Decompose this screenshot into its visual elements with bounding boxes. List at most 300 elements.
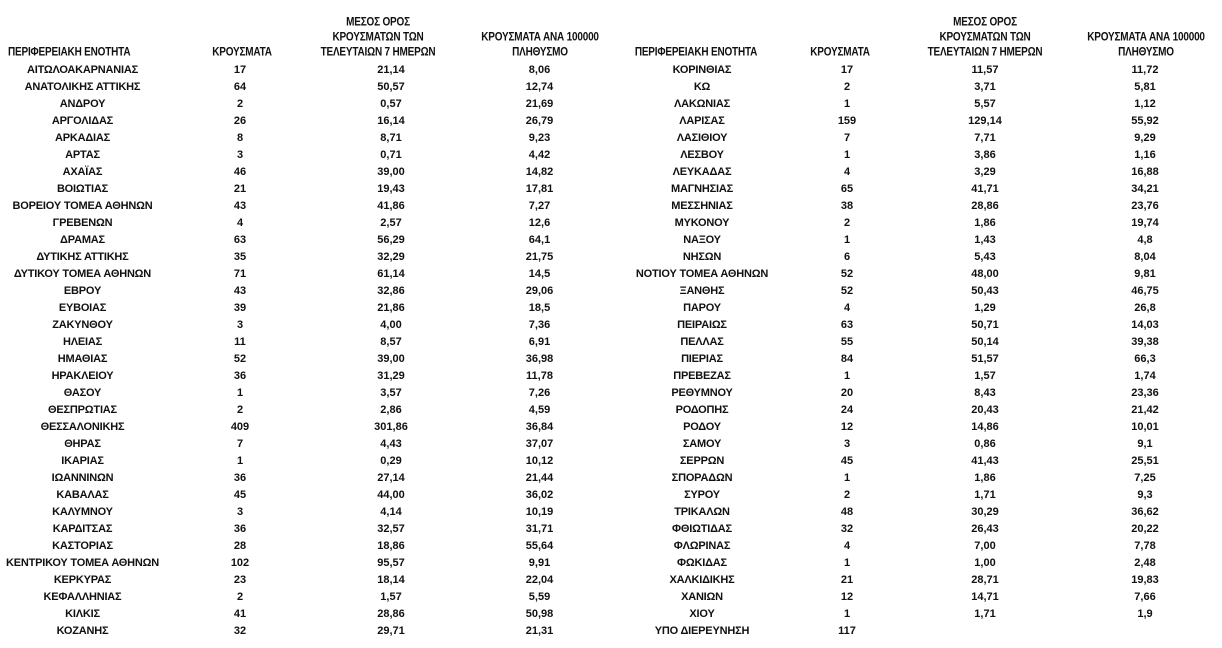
per100k-cell: 7,25 — [1134, 472, 1156, 484]
table-row — [0, 266, 612, 283]
avg7-cell: 28,71 — [971, 574, 999, 586]
avg7-cell: 8,43 — [974, 387, 996, 399]
cases-cell: 117 — [838, 625, 856, 637]
header-cases: ΚΡΟΥΣΜΑΤΑ — [212, 46, 272, 59]
cases-cell: 63 — [233, 234, 247, 246]
table-row — [0, 487, 612, 504]
table-row — [612, 266, 1222, 283]
region-cell: ΑΡΓΟΛΙΔΑΣ — [51, 115, 114, 127]
avg7-cell: 21,14 — [377, 64, 405, 76]
per100k-cell: 16,88 — [1131, 166, 1159, 178]
table-row — [612, 419, 1222, 436]
region-cell: ΛΑΚΩΝΙΑΣ — [674, 98, 730, 110]
region-cell: ΒΟΡΕΙΟΥ ΤΟΜΕΑ ΑΘΗΝΩΝ — [12, 200, 153, 212]
avg7-cell: 1,86 — [974, 217, 996, 229]
region-cell: ΖΑΚΥΝΘΟΥ — [52, 319, 113, 331]
cases-cell: 32 — [233, 625, 247, 637]
header-region: ΠΕΡΙΦΕΡΕΙΑΚΗ ΕΝΟΤΗΤΑ — [634, 46, 758, 59]
avg7-cell: 50,57 — [377, 81, 405, 93]
table-row — [0, 368, 612, 385]
region-cell: ΣΕΡΡΩΝ — [679, 455, 725, 467]
region-cell: ΑΝΑΤΟΛΙΚΗΣ ΑΤΤΙΚΗΣ — [24, 81, 141, 93]
cases-cell: 1 — [843, 149, 851, 161]
avg7-cell: 41,71 — [971, 183, 999, 195]
region-cell: ΞΑΝΘΗΣ — [679, 285, 725, 297]
left-table-header — [0, 0, 612, 62]
avg7-cell: 1,71 — [974, 489, 996, 501]
table-row — [0, 606, 612, 623]
per100k-cell: 20,22 — [1131, 523, 1159, 535]
table-row — [612, 164, 1222, 181]
region-cell: ΚΑΡΔΙΤΣΑΣ — [52, 523, 113, 535]
avg7-cell: 32,57 — [377, 523, 405, 535]
cases-cell: 43 — [233, 200, 247, 212]
cases-cell: 52 — [233, 353, 247, 365]
region-cell: ΝΟΤΙΟΥ ΤΟΜΕΑ ΑΘΗΝΩΝ — [635, 268, 769, 280]
avg7-cell: 14,86 — [971, 421, 999, 433]
cases-cell: 17 — [233, 64, 247, 76]
cases-cell: 20 — [840, 387, 854, 399]
cases-cell: 2 — [236, 98, 244, 110]
region-cell: ΑΙΤΩΛΟΑΚΑΡΝΑΝΙΑΣ — [26, 64, 139, 76]
table-row — [0, 130, 612, 147]
per100k-cell: 6,91 — [528, 336, 551, 348]
per100k-cell: 17,81 — [525, 183, 554, 195]
table-row — [612, 96, 1222, 113]
cases-cell: 1 — [843, 557, 851, 569]
cases-cell: 2 — [236, 404, 244, 416]
region-cell: ΚΩ — [693, 81, 711, 93]
cases-cell: 4 — [843, 540, 851, 552]
per100k-cell: 8,06 — [528, 64, 551, 76]
region-cell: ΛΑΣΙΘΙΟΥ — [676, 132, 728, 144]
per100k-cell: 46,75 — [1131, 285, 1159, 297]
avg7-cell: 2,86 — [380, 404, 402, 416]
per100k-cell: 7,78 — [1134, 540, 1156, 552]
region-cell: ΝΑΞΟΥ — [683, 234, 721, 246]
per100k-cell: 50,98 — [525, 608, 554, 620]
avg7-cell: 28,86 — [377, 608, 405, 620]
per100k-cell: 29,06 — [525, 285, 554, 297]
table-row — [612, 368, 1222, 385]
avg7-cell: 50,14 — [971, 336, 999, 348]
table-row — [612, 147, 1222, 164]
per100k-cell: 31,71 — [525, 523, 554, 535]
table-row — [612, 215, 1222, 232]
per100k-cell: 5,81 — [1134, 81, 1156, 93]
cases-cell: 28 — [233, 540, 247, 552]
per100k-cell: 1,16 — [1134, 149, 1156, 161]
region-cell: ΚΕΡΚΥΡΑΣ — [53, 574, 112, 586]
table-row — [0, 62, 612, 79]
cases-cell: 21 — [233, 183, 247, 195]
table-row — [0, 589, 612, 606]
avg7-cell: 39,00 — [377, 353, 405, 365]
table-row — [0, 232, 612, 249]
table-row — [612, 504, 1222, 521]
per100k-cell: 34,21 — [1131, 183, 1159, 195]
region-cell: ΗΛΕΙΑΣ — [62, 336, 103, 348]
table-row — [0, 198, 612, 215]
region-cell: ΣΠΟΡΑΔΩΝ — [671, 472, 733, 484]
cases-cell: 21 — [840, 574, 854, 586]
per100k-cell: 23,76 — [1131, 200, 1159, 212]
cases-cell: 3 — [236, 506, 244, 518]
cases-cell: 26 — [233, 115, 247, 127]
table-row — [612, 402, 1222, 419]
table-row — [612, 232, 1222, 249]
cases-cell: 3 — [236, 149, 244, 161]
header-avg7: ΜΕΣΟΣ ΟΡΟΣ ΚΡΟΥΣΜΑΤΩΝ ΤΩΝ ΤΕΛΕΥΤΑΙΩΝ 7 ΗΜΕΡΩΝ — [320, 16, 436, 59]
cases-cell: 1 — [843, 234, 851, 246]
per100k-cell: 36,98 — [525, 353, 554, 365]
avg7-cell: 18,14 — [377, 574, 405, 586]
cases-cell: 38 — [840, 200, 854, 212]
region-cell: ΔΥΤΙΚΟΥ ΤΟΜΕΑ ΑΘΗΝΩΝ — [13, 268, 152, 280]
avg7-cell: 8,71 — [380, 132, 402, 144]
region-cell: ΡΟΔΟΠΗΣ — [675, 404, 729, 416]
table-row — [0, 504, 612, 521]
avg7-cell: 1,00 — [974, 557, 996, 569]
avg7-cell: 50,71 — [971, 319, 999, 331]
region-cell: ΘΑΣΟΥ — [63, 387, 102, 399]
cases-cell: 1 — [236, 455, 244, 467]
avg7-cell: 8,57 — [380, 336, 402, 348]
table-row — [0, 181, 612, 198]
per100k-cell: 9,29 — [1134, 132, 1156, 144]
table-row — [0, 317, 612, 334]
region-cell: ΧΑΛΚΙΔΙΚΗΣ — [669, 574, 735, 586]
per100k-cell: 1,74 — [1134, 370, 1156, 382]
table-row — [612, 181, 1222, 198]
per100k-cell: 4,42 — [528, 149, 551, 161]
cases-cell: 3 — [843, 438, 851, 450]
table-row — [0, 453, 612, 470]
region-cell: ΛΑΡΙΣΑΣ — [679, 115, 725, 127]
right-table-section — [612, 0, 1222, 648]
region-cell: ΕΒΡΟΥ — [63, 285, 102, 297]
cases-cell: 63 — [840, 319, 854, 331]
region-cell: ΣΑΜΟΥ — [682, 438, 722, 450]
table-row — [612, 130, 1222, 147]
region-cell: ΔΡΑΜΑΣ — [60, 234, 105, 246]
region-cell: ΦΘΙΩΤΙΔΑΣ — [672, 523, 732, 535]
table-row — [612, 79, 1222, 96]
table-row — [0, 419, 612, 436]
cases-cell: 45 — [233, 489, 247, 501]
avg7-cell: 32,29 — [377, 251, 405, 263]
avg7-cell: 0,57 — [380, 98, 402, 110]
per100k-cell: 12,74 — [525, 81, 554, 93]
cases-cell: 36 — [233, 472, 247, 484]
table-row — [0, 521, 612, 538]
cases-cell: 2 — [843, 81, 851, 93]
cases-cell: 2 — [843, 217, 851, 229]
region-cell: ΚΑΛΥΜΝΟΥ — [52, 506, 113, 518]
region-cell: ΛΕΣΒΟΥ — [680, 149, 724, 161]
per100k-cell: 4,8 — [1137, 234, 1153, 246]
table-row — [0, 572, 612, 589]
region-cell: ΙΚΑΡΙΑΣ — [61, 455, 104, 467]
left-data-table — [0, 62, 612, 640]
per100k-cell: 10,19 — [525, 506, 554, 518]
per100k-cell: 37,07 — [525, 438, 554, 450]
region-cell: ΚΑΣΤΟΡΙΑΣ — [52, 540, 113, 552]
region-cell: ΦΩΚΙΔΑΣ — [677, 557, 727, 569]
table-row — [612, 538, 1222, 555]
region-cell: ΦΛΩΡΙΝΑΣ — [673, 540, 731, 552]
table-row — [0, 334, 612, 351]
per100k-cell: 10,01 — [1131, 421, 1159, 433]
region-cell: ΠΕΙΡΑΙΩΣ — [677, 319, 727, 331]
per100k-cell: 1,9 — [1137, 608, 1153, 620]
table-row — [0, 79, 612, 96]
avg7-cell: 7,00 — [974, 540, 996, 552]
per100k-cell: 21,42 — [1131, 404, 1159, 416]
avg7-cell: 1,57 — [974, 370, 996, 382]
avg7-cell: 1,43 — [974, 234, 996, 246]
header-per100k: ΚΡΟΥΣΜΑΤΑ ΑΝΑ 100000 ΠΛΗΘΥΣΜΟ — [481, 31, 599, 59]
avg7-cell: 1,29 — [974, 302, 996, 314]
right-table-header — [612, 0, 1222, 62]
avg7-cell: 41,86 — [377, 200, 405, 212]
cases-cell: 35 — [233, 251, 247, 263]
region-cell: ΠΕΛΛΑΣ — [680, 336, 724, 348]
region-cell: ΜΥΚΟΝΟΥ — [674, 217, 730, 229]
region-cell: ΤΡΙΚΑΛΩΝ — [674, 506, 730, 518]
avg7-cell: 61,14 — [377, 268, 405, 280]
region-cell: ΙΩΑΝΝΙΝΩΝ — [51, 472, 114, 484]
per100k-cell: 21,75 — [525, 251, 554, 263]
per100k-cell: 23,36 — [1131, 387, 1159, 399]
avg7-cell: 3,29 — [974, 166, 996, 178]
cases-cell: 409 — [230, 421, 250, 433]
per100k-cell: 55,92 — [1131, 115, 1159, 127]
region-cell: ΡΟΔΟΥ — [683, 421, 721, 433]
cases-cell: 8 — [236, 132, 244, 144]
per100k-cell: 9,91 — [528, 557, 551, 569]
per100k-cell: 21,44 — [525, 472, 554, 484]
table-row — [612, 351, 1222, 368]
table-row — [612, 249, 1222, 266]
region-cell: ΠΡΕΒΕΖΑΣ — [673, 370, 731, 382]
table-row — [0, 351, 612, 368]
cases-cell: 52 — [840, 268, 854, 280]
per100k-cell: 19,83 — [1131, 574, 1159, 586]
per100k-cell — [1068, 623, 1222, 640]
avg7-cell: 3,86 — [974, 149, 996, 161]
per100k-cell: 39,38 — [1131, 336, 1159, 348]
avg7-cell: 4,00 — [380, 319, 402, 331]
table-row — [612, 555, 1222, 572]
table-row — [0, 164, 612, 181]
avg7-cell — [902, 623, 1068, 640]
per100k-cell: 26,8 — [1134, 302, 1156, 314]
table-row — [612, 334, 1222, 351]
avg7-cell: 0,86 — [974, 438, 996, 450]
cases-cell: 12 — [840, 421, 854, 433]
header-per100k: ΚΡΟΥΣΜΑΤΑ ΑΝΑ 100000 ΠΛΗΘΥΣΜΟ — [1087, 31, 1205, 59]
per100k-cell: 9,81 — [1134, 268, 1156, 280]
avg7-cell: 14,71 — [971, 591, 999, 603]
cases-cell: 39 — [233, 302, 247, 314]
table-row — [0, 436, 612, 453]
cases-cell: 64 — [233, 81, 247, 93]
region-cell: ΜΑΓΝΗΣΙΑΣ — [670, 183, 733, 195]
left-table-body — [0, 62, 612, 640]
cases-cell: 32 — [840, 523, 854, 535]
table-row — [0, 215, 612, 232]
avg7-cell: 16,14 — [377, 115, 405, 127]
avg7-cell: 21,86 — [377, 302, 405, 314]
table-row — [612, 300, 1222, 317]
region-cell: ΚΑΒΑΛΑΣ — [56, 489, 109, 501]
table-row — [612, 453, 1222, 470]
avg7-cell: 20,43 — [971, 404, 999, 416]
region-cell: ΘΗΡΑΣ — [64, 438, 101, 450]
region-cell: ΘΕΣΣΑΛΟΝΙΚΗΣ — [40, 421, 125, 433]
per100k-cell: 2,48 — [1134, 557, 1156, 569]
per100k-cell: 1,12 — [1134, 98, 1156, 110]
cases-cell: 6 — [843, 251, 851, 263]
avg7-cell: 3,71 — [974, 81, 996, 93]
per100k-cell: 14,03 — [1131, 319, 1159, 331]
avg7-cell: 29,71 — [377, 625, 405, 637]
avg7-cell: 11,57 — [971, 64, 999, 76]
cases-cell: 71 — [233, 268, 247, 280]
avg7-cell: 41,43 — [971, 455, 999, 467]
per100k-cell: 66,3 — [1134, 353, 1156, 365]
avg7-cell: 28,86 — [971, 200, 999, 212]
region-cell: ΚΕΝΤΡΙΚΟΥ ΤΟΜΕΑ ΑΘΗΝΩΝ — [5, 557, 160, 569]
region-cell: ΕΥΒΟΙΑΣ — [58, 302, 107, 314]
avg7-cell: 301,86 — [374, 421, 408, 433]
table-row — [0, 300, 612, 317]
cases-cell: 4 — [236, 217, 244, 229]
cases-cell: 7 — [236, 438, 244, 450]
table-row — [0, 623, 612, 640]
table-row — [612, 198, 1222, 215]
avg7-cell: 50,43 — [971, 285, 999, 297]
table-row — [0, 96, 612, 113]
table-row — [0, 555, 612, 572]
region-cell: ΚΙΛΚΙΣ — [65, 608, 100, 620]
per100k-cell: 21,69 — [525, 98, 554, 110]
cases-cell: 2 — [236, 591, 244, 603]
cases-cell: 48 — [840, 506, 854, 518]
table-row — [0, 470, 612, 487]
right-data-table — [612, 62, 1222, 640]
table-row — [612, 572, 1222, 589]
region-cell: ΡΕΘΥΜΝΟΥ — [671, 387, 733, 399]
per100k-cell: 8,04 — [1134, 251, 1156, 263]
table-row — [612, 623, 1222, 640]
per100k-cell: 14,82 — [525, 166, 554, 178]
region-cell: ΑΝΔΡΟΥ — [59, 98, 106, 110]
right-table-body — [612, 62, 1222, 640]
avg7-cell: 32,86 — [377, 285, 405, 297]
header-avg7: ΜΕΣΟΣ ΟΡΟΣ ΚΡΟΥΣΜΑΤΩΝ ΤΩΝ ΤΕΛΕΥΤΑΙΩΝ 7 ΗΜΕΡΩΝ — [927, 16, 1043, 59]
cases-cell: 1 — [843, 472, 851, 484]
avg7-cell: 1,57 — [380, 591, 402, 603]
per100k-cell: 5,59 — [528, 591, 551, 603]
table-row — [612, 436, 1222, 453]
per100k-cell: 7,27 — [528, 200, 551, 212]
cases-cell: 102 — [230, 557, 250, 569]
per100k-cell: 11,72 — [1131, 64, 1159, 76]
table-row — [612, 589, 1222, 606]
avg7-cell: 3,57 — [380, 387, 402, 399]
region-cell: ΛΕΥΚΑΔΑΣ — [672, 166, 732, 178]
avg7-cell: 18,86 — [377, 540, 405, 552]
avg7-cell: 26,43 — [971, 523, 999, 535]
cases-cell: 1 — [843, 370, 851, 382]
cases-cell: 159 — [837, 115, 857, 127]
table-row — [612, 487, 1222, 504]
region-cell: ΘΕΣΠΡΩΤΙΑΣ — [48, 404, 117, 416]
table-row — [0, 385, 612, 402]
per100k-cell: 26,79 — [525, 115, 554, 127]
avg7-cell: 2,57 — [380, 217, 402, 229]
region-cell: ΗΡΑΚΛΕΙΟΥ — [51, 370, 114, 382]
cases-cell: 23 — [233, 574, 247, 586]
region-cell: ΚΟΖΑΝΗΣ — [56, 625, 109, 637]
cases-cell: 17 — [840, 64, 854, 76]
cases-cell: 36 — [233, 370, 247, 382]
avg7-cell: 27,14 — [377, 472, 405, 484]
table-row — [0, 113, 612, 130]
table-row — [612, 606, 1222, 623]
per100k-cell: 10,12 — [525, 455, 554, 467]
per100k-cell: 9,1 — [1137, 438, 1153, 450]
table-row — [0, 283, 612, 300]
cases-cell: 2 — [843, 489, 851, 501]
region-cell: ΧΙΟΥ — [689, 608, 715, 620]
per100k-cell: 7,66 — [1134, 591, 1156, 603]
cases-cell: 3 — [236, 319, 244, 331]
region-cell: ΑΡΚΑΔΙΑΣ — [54, 132, 111, 144]
cases-cell: 1 — [236, 387, 244, 399]
avg7-cell: 51,57 — [971, 353, 999, 365]
cases-cell: 55 — [840, 336, 854, 348]
avg7-cell: 31,29 — [377, 370, 405, 382]
per100k-cell: 21,31 — [525, 625, 554, 637]
cases-cell: 52 — [840, 285, 854, 297]
per100k-cell: 11,78 — [526, 370, 553, 382]
avg7-cell: 4,43 — [380, 438, 402, 450]
cases-cell: 11 — [234, 336, 246, 348]
per100k-cell: 64,1 — [528, 234, 551, 246]
avg7-cell: 39,00 — [377, 166, 405, 178]
per100k-cell: 36,84 — [525, 421, 554, 433]
table-row — [612, 385, 1222, 402]
region-cell: ΥΠΟ ΔΙΕΡΕΥΝΗΣΗ — [654, 625, 750, 637]
per100k-cell: 14,5 — [528, 268, 551, 280]
region-cell: ΣΥΡΟΥ — [684, 489, 720, 501]
cases-cell: 24 — [840, 404, 854, 416]
header-cases: ΚΡΟΥΣΜΑΤΑ — [810, 46, 870, 59]
table-row — [0, 147, 612, 164]
per100k-cell: 9,23 — [528, 132, 551, 144]
avg7-cell: 56,29 — [377, 234, 405, 246]
cases-cell: 46 — [233, 166, 247, 178]
cases-cell: 45 — [840, 455, 854, 467]
cases-cell: 41 — [233, 608, 247, 620]
table-row — [612, 113, 1222, 130]
per100k-cell: 9,3 — [1137, 489, 1153, 501]
region-cell: ΔΥΤΙΚΗΣ ΑΤΤΙΚΗΣ — [36, 251, 129, 263]
per100k-cell: 18,5 — [528, 302, 551, 314]
